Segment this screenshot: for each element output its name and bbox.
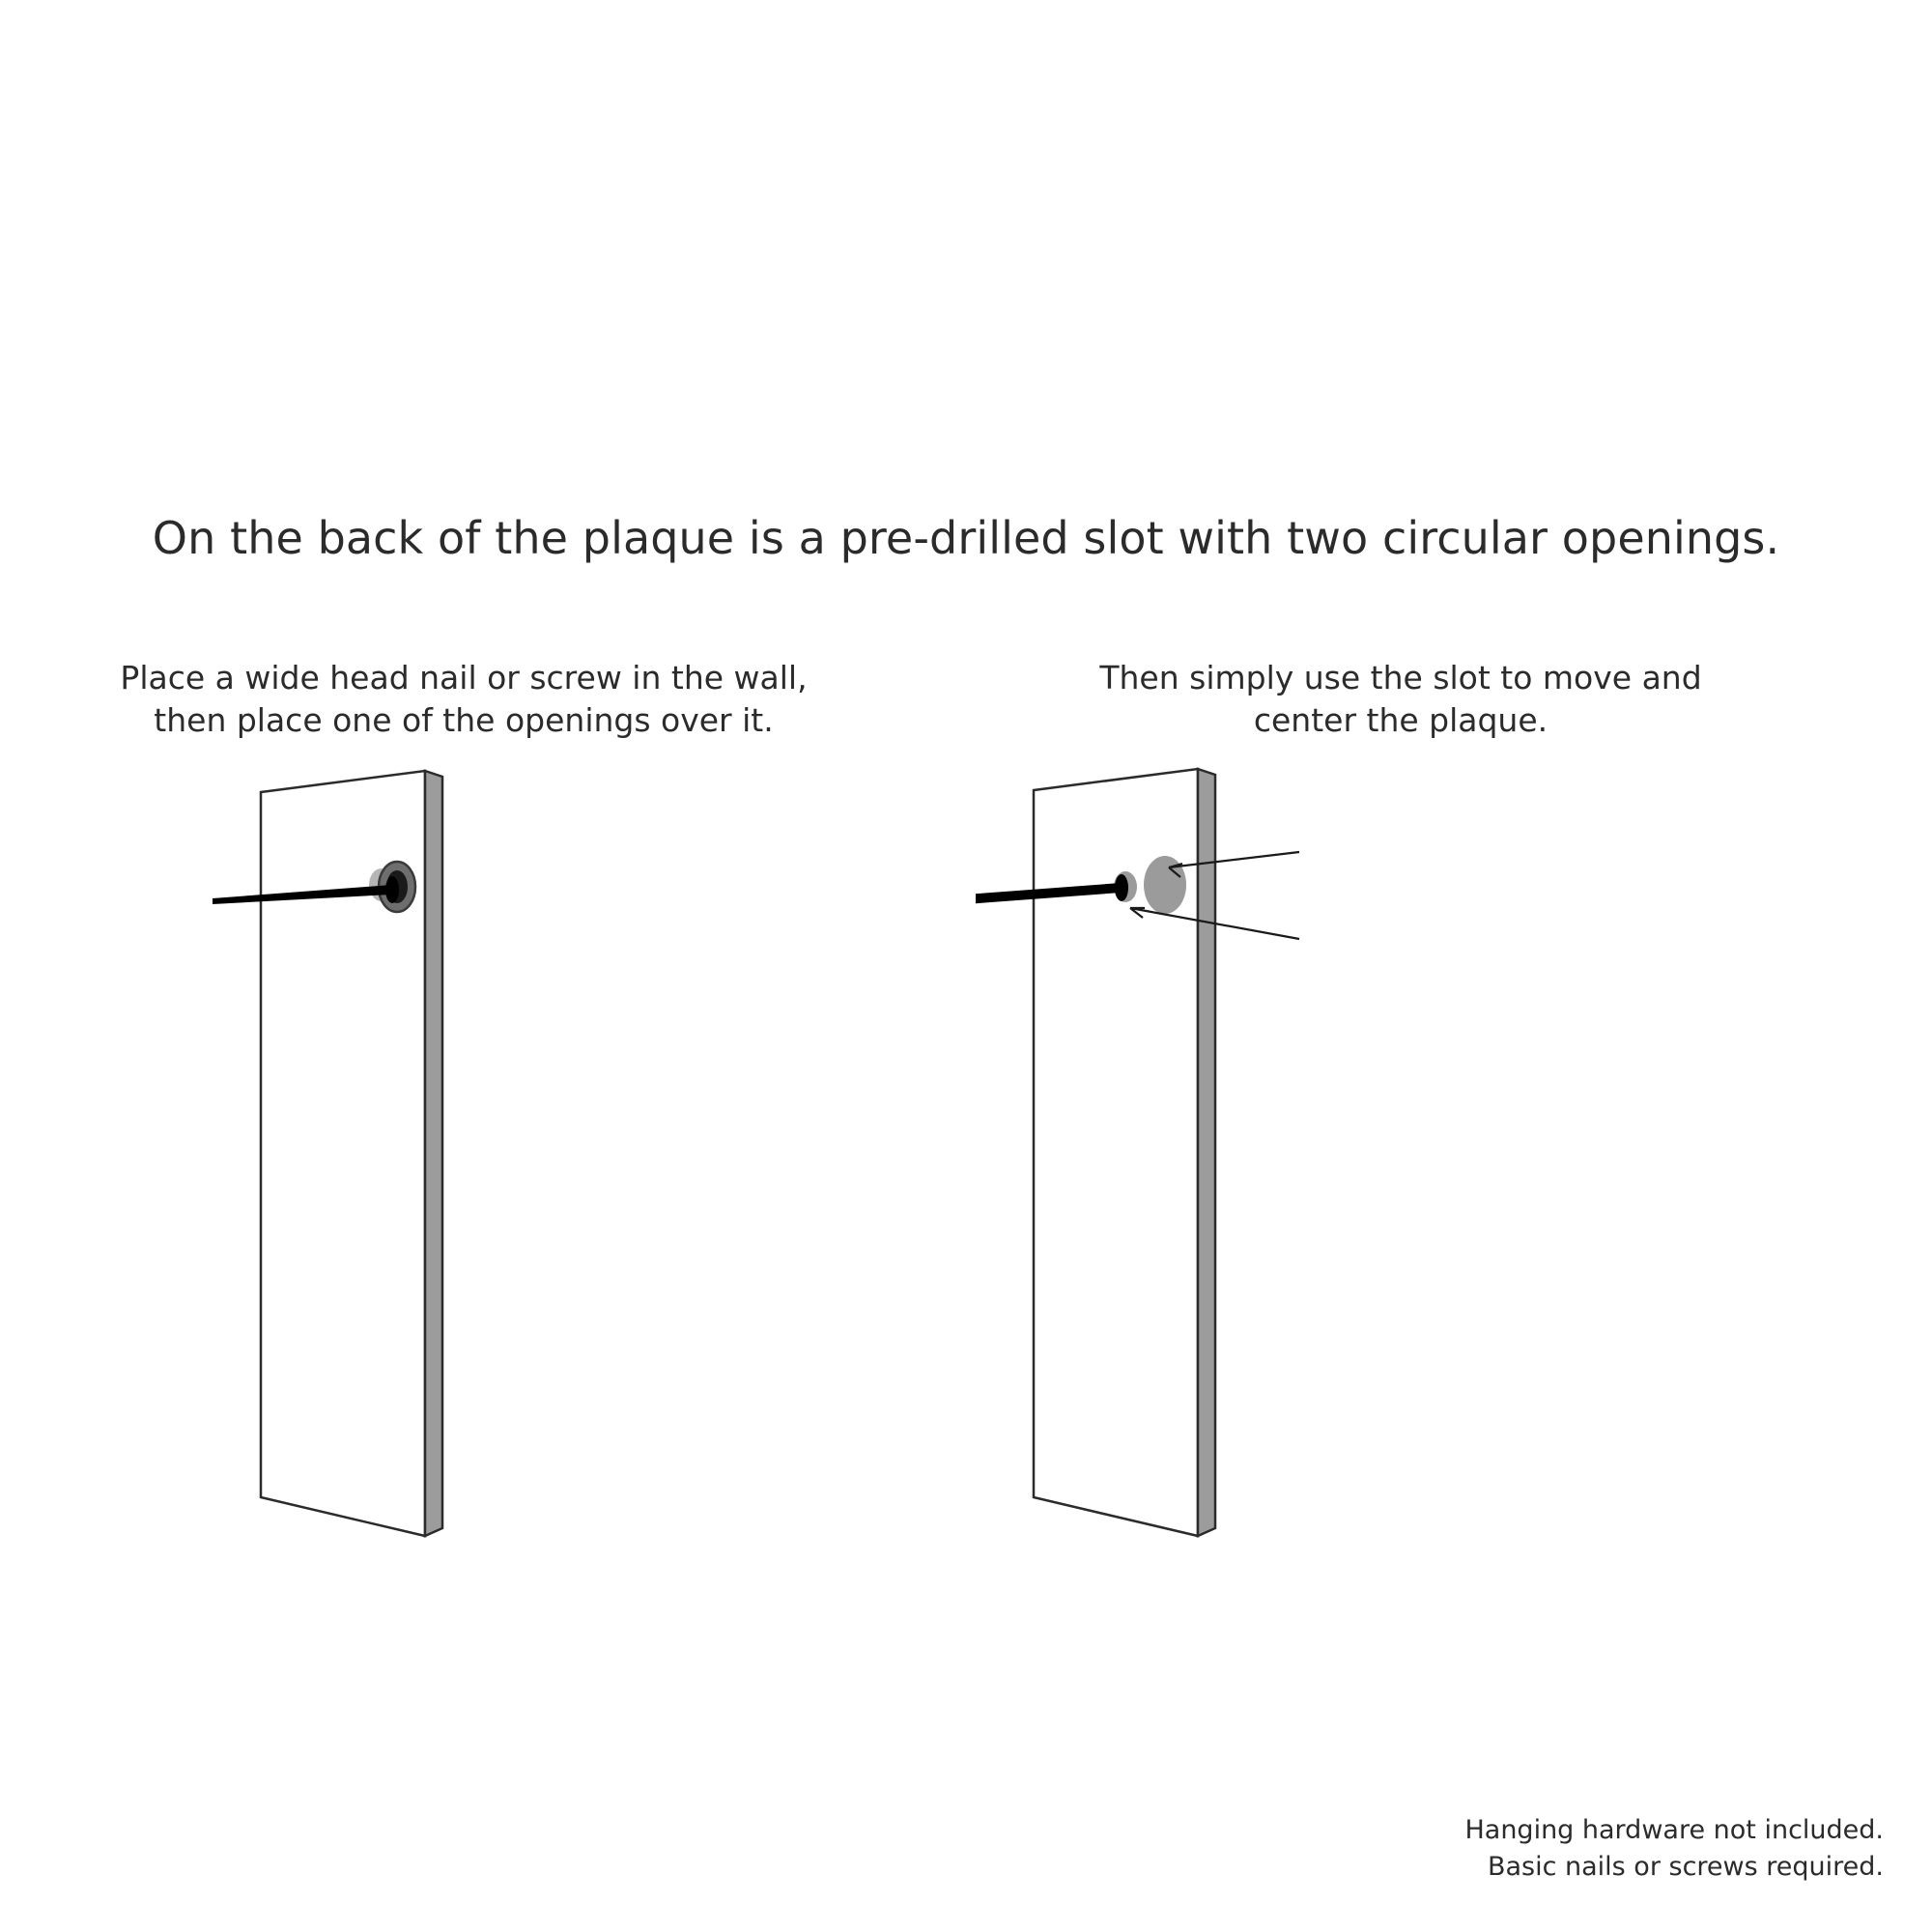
step-1-figure: [39, 763, 889, 1768]
plaque-illustration: [976, 769, 1299, 1536]
plaque-edge: [1198, 769, 1215, 1536]
steps-container: [0, 657, 1932, 1816]
step-1-column: [39, 657, 889, 1816]
plaque-illustration: [213, 771, 442, 1536]
footer-note-line-2: Basic nails or screws required.: [1487, 1852, 1884, 1883]
page-title: On the back of the plaque is a pre-drilled slot with two circular openings.: [152, 512, 1780, 564]
step-2-caption-line-1: Then simply use the slot to move and: [1099, 659, 1702, 696]
step-2-column: [976, 657, 1826, 1816]
step-2-caption: [976, 657, 1826, 742]
step-1-caption: [39, 657, 889, 742]
nail-head: [385, 876, 399, 903]
footer-note-line-1: Hanging hardware not included.: [1464, 1815, 1884, 1846]
footer-note: [1464, 1812, 1884, 1886]
step-2-caption-line-2: center the plaque.: [1253, 700, 1548, 739]
step-1-caption-line-2: then place one of the openings over it.: [154, 700, 774, 739]
step-2-figure: [976, 763, 1826, 1768]
nail-head: [1115, 874, 1128, 901]
plaque-edge: [425, 771, 442, 1536]
step-1-caption-line-1: Place a wide head nail or screw in the wall,: [120, 659, 808, 696]
